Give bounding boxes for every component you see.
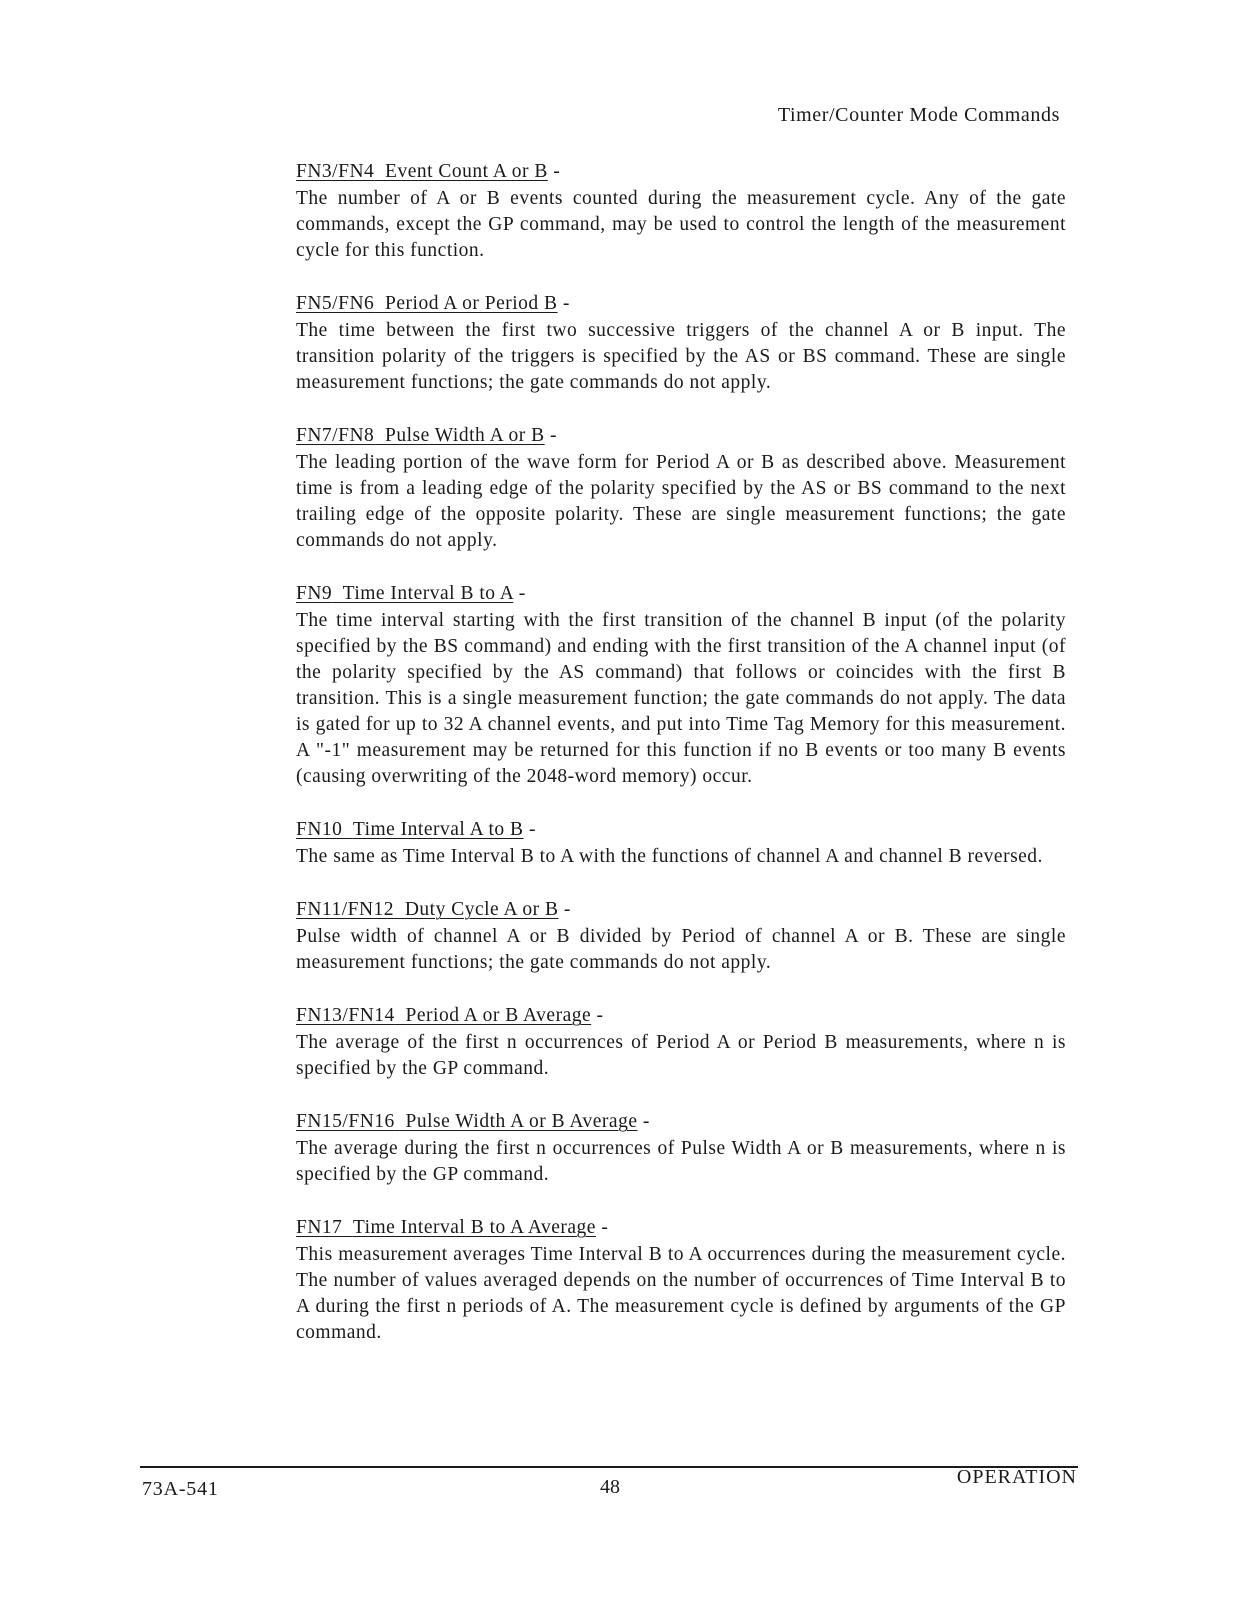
command-name: Time Interval B to A Average bbox=[352, 1217, 596, 1238]
command-name: Time Interval B to A bbox=[342, 583, 514, 604]
command-name: Event Count A or B bbox=[385, 161, 548, 182]
command-list bbox=[296, 160, 1066, 1374]
section-name: OPERATION bbox=[956, 1466, 1077, 1488]
command-title bbox=[296, 1005, 591, 1026]
command-title bbox=[296, 425, 545, 446]
command-name: Time Interval A to B bbox=[352, 819, 524, 840]
command-code: FN3/FN4 bbox=[296, 161, 375, 182]
command-description: The same as Time Interval B to A with the functions of channel A and channel B reversed. bbox=[296, 846, 1043, 867]
command-description: The time interval starting with the first transition of the channel B input (of the polarity specified by the BS command) and ending with the first transition of the A channel input (of the polarity specified by the AS command) that follows or coincides with the first B transition. This is a single measurement function; the gate commands do not apply. The data is gated for up to 32 A channel events, and put into Time Tag Memory for this measurement. A "-1" measurement may be returned for this function if no B events or too many B events (causing overwriting of the 2048-word memory) occur. bbox=[296, 610, 1066, 787]
command-description: The average of the first n occurrences of Period A or Period B measurements, where n is specified by the GP command. bbox=[296, 1032, 1066, 1079]
command-code: FN7/FN8 bbox=[296, 425, 375, 446]
command-heading: FN11/FN12 Duty Cycle A or B - bbox=[296, 899, 571, 920]
command-title bbox=[296, 583, 513, 604]
command-code: FN10 bbox=[296, 819, 343, 840]
command-description: The average during the first n occurrences of Pulse Width A or B measurements, where n is specified by the GP command. bbox=[296, 1138, 1066, 1185]
command-heading: FN3/FN4 Event Count A or B - bbox=[296, 161, 561, 182]
command-name: Pulse Width A or B Average bbox=[405, 1111, 638, 1132]
command-entry-fn17 bbox=[296, 1216, 1066, 1346]
command-entry-fn10 bbox=[296, 818, 1066, 870]
command-heading: FN7/FN8 Pulse Width A or B - bbox=[296, 425, 557, 446]
command-heading: FN10 Time Interval A to B - bbox=[296, 819, 536, 840]
footer-divider bbox=[140, 1466, 1078, 1468]
command-code: FN9 bbox=[296, 583, 333, 604]
command-heading: FN17 Time Interval B to A Average - bbox=[296, 1217, 609, 1238]
command-heading: FN13/FN14 Period A or B Average - bbox=[296, 1005, 604, 1026]
command-heading: FN5/FN6 Period A or Period B - bbox=[296, 293, 570, 314]
command-code: FN13/FN14 bbox=[296, 1005, 395, 1026]
page-number: 48 bbox=[600, 1476, 620, 1498]
command-entry-fn13-fn14 bbox=[296, 1004, 1066, 1082]
command-code: FN17 bbox=[296, 1217, 343, 1238]
command-title bbox=[296, 161, 548, 182]
command-entry-fn11-fn12 bbox=[296, 898, 1066, 976]
command-heading: FN15/FN16 Pulse Width A or B Average - bbox=[296, 1111, 650, 1132]
command-code: FN15/FN16 bbox=[296, 1111, 395, 1132]
command-description: The number of A or B events counted during the measurement cycle. Any of the gate commands, except the GP command, may be used to control the length of the measurement cycle for this function. bbox=[296, 188, 1066, 261]
command-entry-fn15-fn16 bbox=[296, 1110, 1066, 1188]
running-header: Timer/Counter Mode Commands bbox=[777, 104, 1060, 126]
command-description: This measurement averages Time Interval B to A occurrences during the measurement cycle. The number of values averaged depends on the number of occurrences of Time Interval B to A during the first n periods of A. The measurement cycle is defined by arguments of the GP command. bbox=[296, 1244, 1066, 1343]
command-title bbox=[296, 1111, 637, 1132]
command-code: FN5/FN6 bbox=[296, 293, 375, 314]
command-title bbox=[296, 899, 558, 920]
command-description: Pulse width of channel A or B divided by Period of channel A or B. These are single measurement functions; the gate commands do not apply. bbox=[296, 926, 1066, 973]
document-number: 73A-541 bbox=[142, 1478, 219, 1500]
command-description: The leading portion of the wave form for Period A or B as described above. Measurement time is from a leading edge of the polarity specified by the AS or BS command to the next trailing edge of the opposite polarity. These are single measurement functions; the gate commands do not apply. bbox=[296, 452, 1066, 551]
command-name: Pulse Width A or B bbox=[385, 425, 545, 446]
command-title bbox=[296, 819, 524, 840]
command-title bbox=[296, 1217, 596, 1238]
command-name: Period A or Period B bbox=[385, 293, 558, 314]
command-entry-fn5-fn6 bbox=[296, 292, 1066, 396]
command-name: Period A or B Average bbox=[405, 1005, 592, 1026]
command-entry-fn9 bbox=[296, 582, 1066, 790]
command-code: FN11/FN12 bbox=[296, 899, 395, 920]
command-title bbox=[296, 293, 558, 314]
command-description: The time between the first two successive triggers of the channel A or B input. The transition polarity of the triggers is specified by the AS or BS command. These are single measurement functions; the gate commands do not apply. bbox=[296, 320, 1066, 393]
command-entry-fn7-fn8 bbox=[296, 424, 1066, 554]
command-heading: FN9 Time Interval B to A - bbox=[296, 583, 526, 604]
command-name: Duty Cycle A or B bbox=[404, 899, 559, 920]
command-entry-fn3-fn4 bbox=[296, 160, 1066, 264]
